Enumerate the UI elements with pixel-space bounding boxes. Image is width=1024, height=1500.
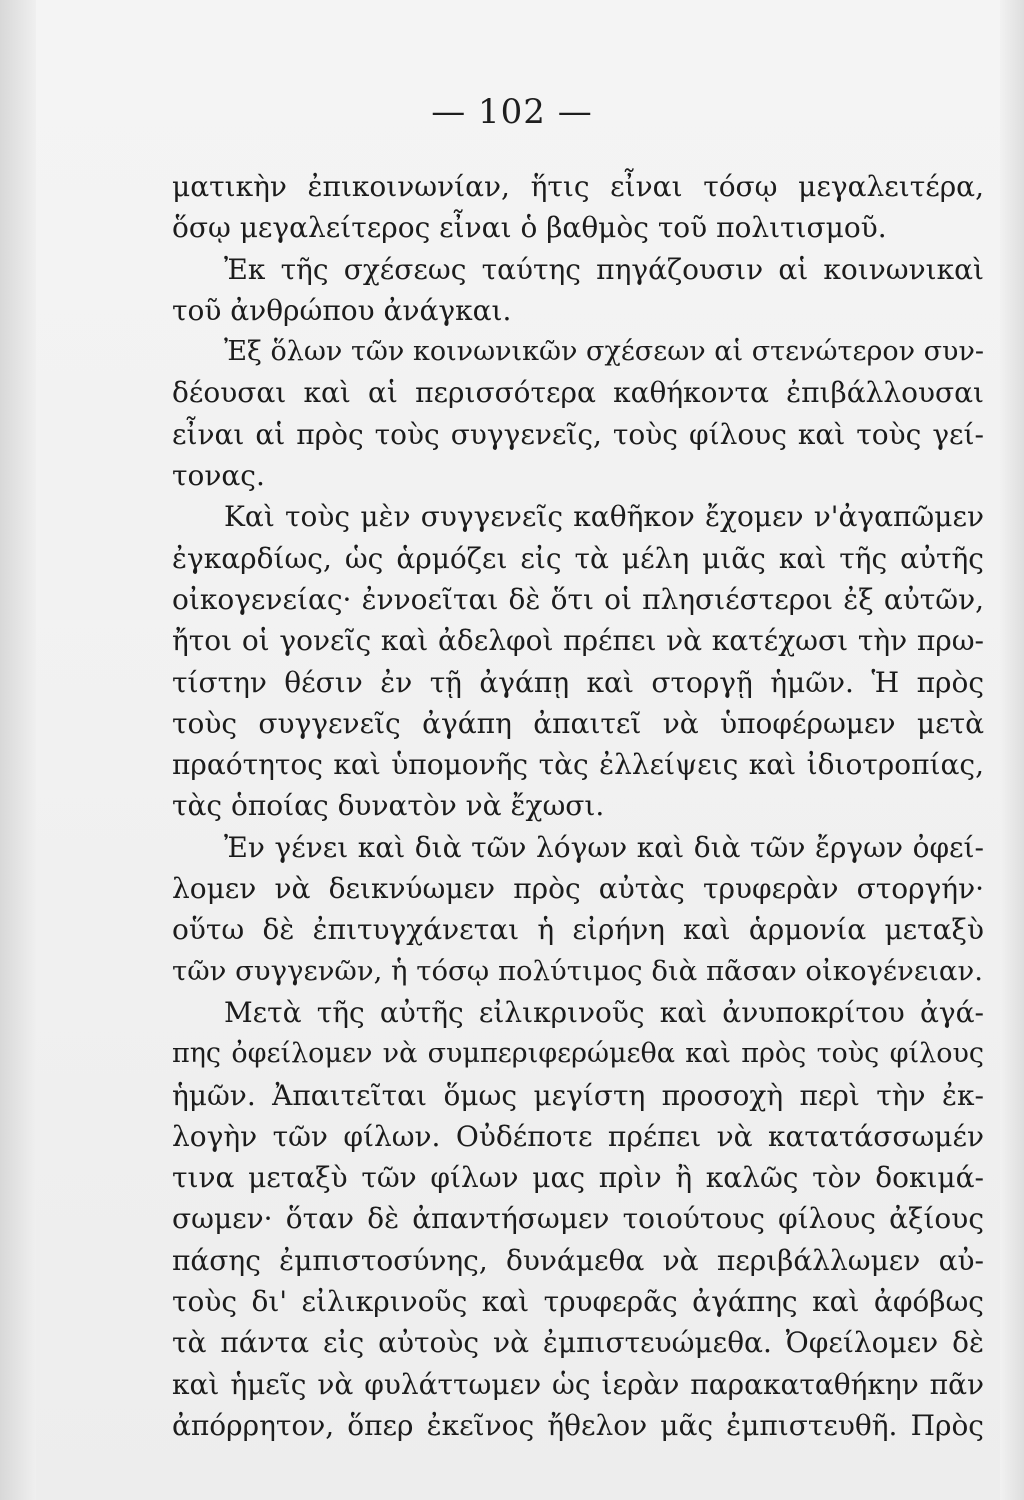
text-line: Μετὰ τῆς αὐτῆς εἰλικρινοῦς καὶ ἀνυποκρίτου ἀγά- [224,995,984,1029]
text-line: Ἐν γένει καὶ διὰ τῶν λόγων καὶ διὰ τῶν ἔργων ὀφεί- [224,830,984,864]
text-line: πραότητος καὶ ὑπομονῆς τὰς ἐλλείψεις καὶ ἰδιοτροπίας, [172,748,984,782]
text-line: τονας. [172,459,265,493]
text-line: ὅσῳ μεγαλείτερος εἶναι ὁ βαθμὸς τοῦ πολιτισμοῦ. [172,211,887,245]
text-line: πάσης ἐμπιστοσύνης, δυνάμεθα νὰ περιβάλλωμεν αὐ- [172,1243,984,1277]
text-line: τοῦ ἀνθρώπου ἀνάγκαι. [172,293,512,327]
text-line: Ἐξ ὅλων τῶν κοινωνικῶν σχέσεων αἱ στενώτερον συν- [224,336,984,368]
text-line: οἰκογενείας· ἐννοεῖται δὲ ὅτι οἱ πλησιέστεροι ἐξ αὐτῶν, [172,582,984,616]
page-number: — 102 — [431,92,593,132]
text-line: τίστην θέσιν ἐν τῇ ἀγάπῃ καὶ στοργῇ ἡμῶν. Ἡ πρὸς [172,665,984,699]
text-line: τὰς ὁποίας δυνατὸν νὰ ἔχωσι. [172,789,605,823]
text-line: τὰ πάντα εἰς αὐτοὺς νὰ ἐμπιστευώμεθα. Ὀφείλομεν δὲ [172,1326,984,1360]
text-line: Καὶ τοὺς μὲν συγγενεῖς καθῆκον ἔχομεν ν'ἀγαπῶμεν [224,500,984,534]
page-shadow-left [0,0,36,1500]
text-line: Ἐκ τῆς σχέσεως ταύτης πηγάζουσιν αἱ κοινωνικαὶ [224,252,984,286]
text-line: ἡμῶν. Ἀπαιτεῖται ὅμως μεγίστη προσοχὴ περὶ τὴν ἐκ- [172,1078,984,1112]
text-line: ἤτοι οἱ γονεῖς καὶ ἀδελφοὶ πρέπει νὰ κατέχωσι τὴν πρω- [172,624,984,658]
text-line: ἐγκαρδίως, ὡς ἁρμόζει εἰς τὰ μέλη μιᾶς καὶ τῆς αὐτῆς [172,541,984,575]
text-line: πης ὀφείλομεν νὰ συμπεριφερώμεθα καὶ πρὸς τοὺς φίλους [172,1038,984,1070]
text-line: λομεν νὰ δεικνύωμεν πρὸς αὐτὰς τρυφερὰν στοργήν· [172,872,984,906]
text-line: λογὴν τῶν φίλων. Οὐδέποτε πρέπει νὰ κατατάσσωμέν [172,1119,984,1153]
text-line: σωμεν· ὅταν δὲ ἀπαντήσωμεν τοιούτους φίλους ἀξίους [172,1202,984,1236]
text-line: ἀπόρρητον, ὅπερ ἐκεῖνος ἤθελον μᾶς ἐμπιστευθῆ. Πρὸς [172,1408,984,1442]
text-line: τοὺς συγγενεῖς ἀγάπη ἀπαιτεῖ νὰ ὑποφέρωμεν μετὰ [172,706,984,740]
text-line: οὕτω δὲ ἐπιτυγχάνεται ἡ εἰρήνη καὶ ἁρμονία μεταξὺ [172,913,984,947]
text-line: δέουσαι καὶ αἱ περισσότερα καθήκοντα ἐπιβάλλουσαι [172,376,984,410]
text-line: ματικὴν ἐπικοινωνίαν, ἥτις εἶναι τόσῳ μεγαλειτέρα, [172,170,984,203]
text-line: καὶ ἡμεῖς νὰ φυλάττωμεν ὡς ἱερὰν παρακαταθήκην πᾶν [172,1367,984,1401]
body-text [172,166,984,1446]
text-line: τοὺς δι' εἰλικρινοῦς καὶ τρυφερᾶς ἀγάπης καὶ ἀφόβως [172,1285,984,1319]
text-line: τῶν συγγενῶν, ἡ τόσῳ πολύτιμος διὰ πᾶσαν οἰκογένειαν. [172,954,983,987]
page-shadow-right [1000,0,1024,1500]
text-line: εἶναι αἱ πρὸς τοὺς συγγενεῖς, τοὺς φίλους καὶ τοὺς γεί- [172,417,984,451]
text-line: τινα μεταξὺ τῶν φίλων μας πρὶν ἢ καλῶς τὸν δοκιμά- [172,1161,984,1195]
